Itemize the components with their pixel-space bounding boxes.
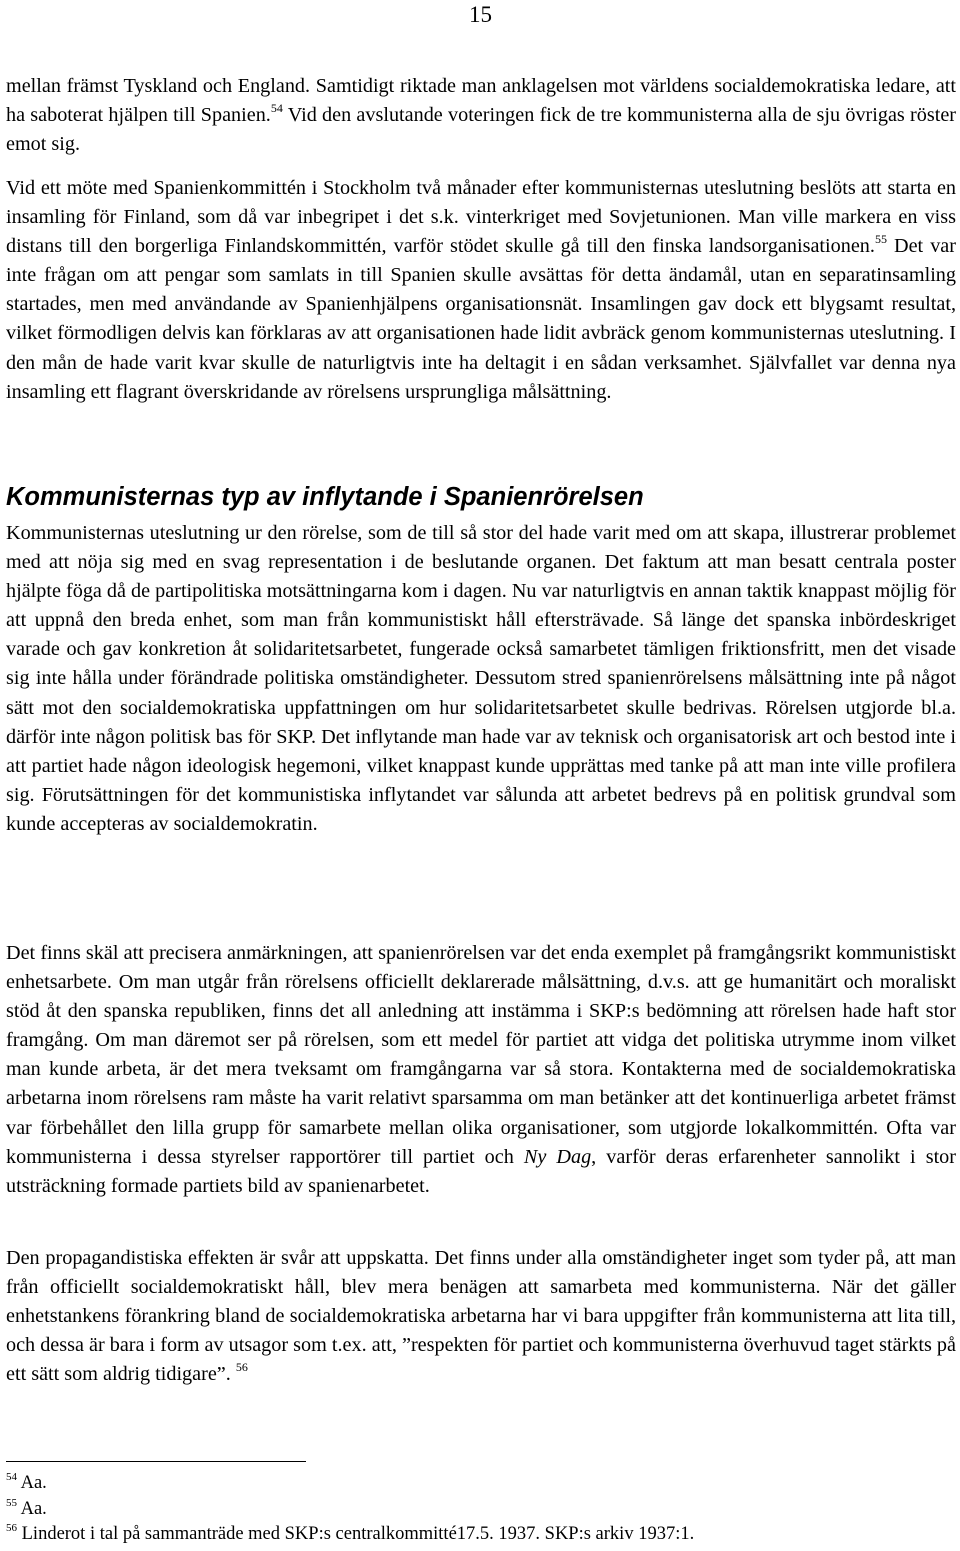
paragraph-text: Det finns skäl att precisera anmärkningen, att spanienrörelsen var det enda exemplet på framgångsrikt kommunistiskt enhetsarbete. Om man utgår från rörelsens officiellt deklarerade målsättning, d.v.s. att ge humanitärt och moraliskt stöd åt den spanska republiken, finns det all anledning att instämma i SKP:s bedömning att rörelsen hade haft stor framgång. Om man däremot ser på rörelsen, som ett medel för partiet att vidga det politiska utrymme inom vilket man kunde arbeta, är det mera tveksamt om framgångarna var så stora. Kontakterna med de socialdemokratiska arbetarna inom rörelsens ram måste ha varit relativt sparsamma om man betänker att det kontinuerliga arbetet främst var förbehållet den lilla grupp för samarbete mellan olika organisationer, som utgjorde lokalkommittén. Ofta var kommunisterna i dessa styrelser rapportörer till partiet och — [6, 942, 956, 1168]
footnote-text: Linderot i tal på sammanträde med SKP:s centralkommitté17.5. 1937. SKP:s arkiv 1937:1. — [21, 1524, 695, 1544]
footnote-54 — [6, 1471, 956, 1497]
paragraph-2 — [6, 174, 956, 407]
paragraph-text: mellan främst Tyskland och England. Samtidigt riktade man anklagelsen mot världens socialdemokratiska ledare, att ha saboterat hjälpen till Spanien. — [6, 75, 956, 127]
footnote-divider — [6, 1461, 306, 1462]
paragraph-text: Kommunisternas uteslutning ur den rörelse, som de till så stor del hade varit med om att skapa, illustrerar problemet med att nöja sig med en svag representation i de beslutande organen. Det faktum att man besatt centrala poster hjälpte föga då de partipolitiska motsättningarna kom i dagen. Nu var naturligtvis en annan taktik knappast möjlig för att uppnå den breda enhet, som man från kommunistiskt håll eftersträvade. Så länge det spanska inbördeskriget varade och gav konkretion åt solidaritetsarbetet, fungerade också samarbetet tämligen friktionsfritt, men det visade sig inte hålla under förändrade politiska omständigheter. Dessutom stred spanienrörelsens målsättning inte på något sätt mot den socialdemokratiska uppfattningen om hur solidaritetsarbetet skulle bedrivas. Rörelsen utgjorde bl.a. därför inte någon politisk bas för SKP. Det inflytande man hade var av teknisk och organisatorisk art och bestod inte i att partiet hade någon ideologisk hegemoni, vilket knappast kunde upprättas med tanke på att man inte ville profilera sig. Förutsättningen för det kommunistiska inflytandet var sålunda att arbetet bedrevs på en politisk grundval som kunde accepteras av socialdemokratin. — [6, 522, 956, 835]
paragraph-text: Det var inte frågan om att pengar som samlats in till Spanien skulle avsättas för detta ändamål, utan en separatinsamling startades, men med användande av Spanienhjälpens organisationsnät. Insamlingen gav dock ett blygsamt resultat, vilket förmodligen delvis kan förklaras av att organisationen hade lidit avbräck genom kommunisternas uteslutning. I den mån de hade varit kvar skulle de naturligtvis inte ha deltagit i en sådan verksamhet. Självfallet var denna nya insamling ett flagrant överskridande av rörelsens ursprungliga målsättning. — [6, 235, 956, 403]
footnote-number: 55 — [6, 1496, 17, 1509]
paragraph-text: Vid ett möte med Spanienkommittén i Stockholm två månader efter kommunisternas uteslutning beslöts att starta en insamling för Finland, som då var inbegripet i det s.k. vinterkriget med Sovjetunionen. Man ville markera en viss distans till den borgerliga Finlandskommittén, varför stödet skulle gå till den finska landsorganisationen. — [6, 177, 956, 258]
footnote-56 — [6, 1522, 956, 1548]
paragraph-3 — [6, 519, 956, 839]
paragraph-text: Den propagandistiska effekten är svår att uppskatta. Det finns under alla omständigheter inget som tyder på, att man från officiellt socialdemokratiskt håll, blev mera benägen att samarbeta med kommunisterna. När det gäller enhetstankens förankring bland de socialdemokratiska arbetarna har vi bara uppgifter från kommunisterna att lita till, och dessa är bara i form av utsagor som t.ex. att, ”respekten för partiet och kommunisterna överhuvud taget stärkts på ett sätt som aldrig tidigare”. — [6, 1247, 956, 1386]
page-number: 15 — [469, 2, 492, 27]
footnote-ref-56[interactable]: 56 — [235, 1360, 248, 1375]
paragraph-text: Vid den avslutande voteringen fick de tre kommunisterna alla de sju övrigas röster emot sig. — [6, 104, 956, 156]
footnote-ref-54[interactable]: 54 — [270, 101, 283, 116]
section-heading: Kommunisternas typ av inflytande i Spanienrörelsen — [6, 483, 644, 511]
newspaper-title: Ny Dag — [523, 1145, 592, 1168]
footnote-text: Aa. — [20, 1473, 47, 1493]
footnote-55 — [6, 1497, 956, 1523]
footnote-number: 56 — [6, 1522, 17, 1534]
footnote-ref-55[interactable]: 55 — [874, 232, 887, 247]
footnotes — [6, 1471, 956, 1548]
footnote-text: Aa. — [20, 1498, 47, 1519]
footnote-number: 54 — [6, 1471, 17, 1483]
paragraph-1 — [6, 72, 956, 159]
paragraph-4 — [6, 939, 956, 1201]
paragraph-text: , varför deras erfarenheter sannolikt i stor utsträckning formade partiets bild av spanienarbetet. — [6, 1145, 956, 1197]
paragraph-5 — [6, 1244, 956, 1389]
